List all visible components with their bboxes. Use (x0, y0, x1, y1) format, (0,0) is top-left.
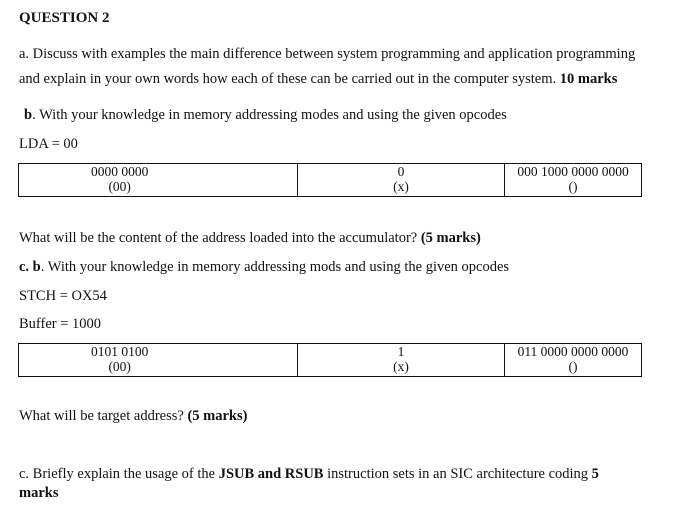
part-c-question-marks: (5 marks) (187, 408, 248, 424)
part-c-label: c. b (19, 259, 41, 275)
part-c-address-cell (505, 344, 642, 377)
part-c-question-text: What will be target address? (19, 408, 188, 424)
cell-value: 000 1000 0000 0000 (517, 164, 629, 179)
part-a-line-2 (19, 70, 617, 88)
part-b-label: b (24, 107, 33, 123)
part-b-opcode: LDA = 00 (19, 136, 78, 152)
part-c2-text-2: instruction sets in an SIC architecture coding (323, 466, 592, 482)
part-c2-text-1: c. Briefly explain the usage of the (19, 466, 219, 482)
part-b-question (19, 229, 481, 247)
cell-label: (00) (108, 179, 131, 194)
cell-label: (x) (393, 359, 409, 374)
part-b-intro (24, 106, 507, 124)
part-c-opcode-cell (19, 344, 298, 377)
part-a-text: and explain in your own words how each of these can be carried out in the computer system. (19, 71, 560, 87)
part-a-line-1: a. Discuss with examples the main difference between system programming and application programming (19, 46, 636, 62)
part-c-instruction-table (18, 343, 642, 377)
part-c2-line-2 (19, 484, 58, 502)
part-c2-bold: JSUB and RSUB (218, 466, 324, 482)
cell-value: 0 (397, 164, 405, 179)
cell-label: () (568, 359, 578, 374)
part-c2-marks-num: 5 (591, 466, 599, 482)
part-b-opcode-cell (19, 164, 298, 197)
cell-label: (x) (393, 179, 409, 194)
cell-label: () (568, 179, 578, 194)
part-b-instruction-table (18, 163, 642, 197)
cell-label: (00) (108, 359, 131, 374)
part-c-intro (19, 258, 509, 276)
part-b-address-cell (505, 164, 642, 197)
part-c-intro-text: . With your knowledge in memory addressing mods and using the given opcodes (40, 259, 510, 275)
part-c-buffer: Buffer = 1000 (19, 316, 102, 332)
cell-value: 0101 0100 (91, 344, 149, 359)
part-a-marks: 10 marks (559, 71, 618, 87)
cell-value: 011 0000 0000 0000 (517, 344, 629, 359)
part-b-intro-text: . With your knowledge in memory addressing modes and using the given opcodes (32, 107, 507, 123)
part-b-question-marks: (5 marks) (420, 230, 481, 246)
cell-value: 1 (397, 344, 405, 359)
part-c-question (19, 407, 247, 425)
part-b-x-cell (298, 164, 505, 197)
part-c-opcode: STCH = OX54 (19, 288, 107, 304)
part-c-x-cell (298, 344, 505, 377)
part-b-question-text: What will be the content of the address loaded into the accumulator? (19, 230, 421, 246)
cell-value: 0000 0000 (91, 164, 149, 179)
part-c2-marks-word: marks (19, 485, 59, 501)
part-c2-line-1 (19, 465, 599, 483)
question-heading: QUESTION 2 (19, 10, 110, 26)
